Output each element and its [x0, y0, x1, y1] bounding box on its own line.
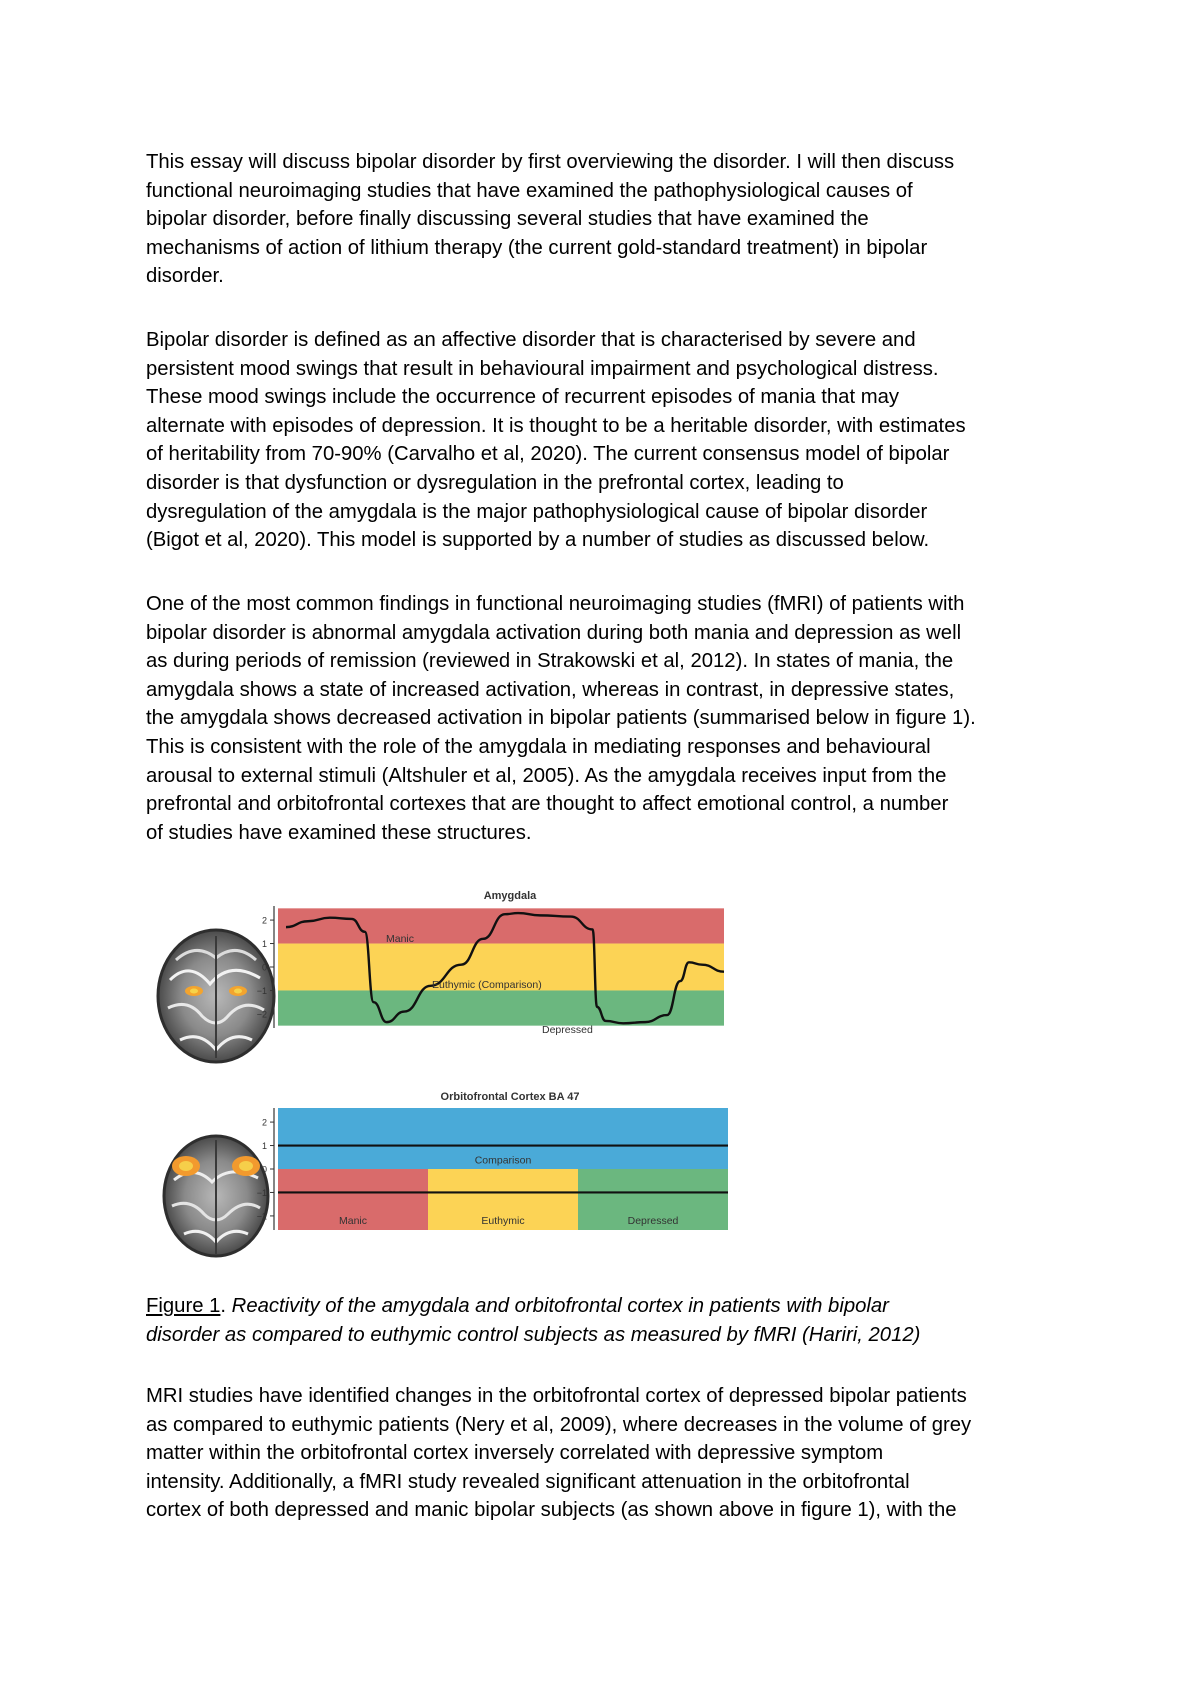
amygdala-chart: [257, 890, 724, 1036]
figure-caption: [146, 1292, 1076, 1349]
ofc-y-tick-label: −1: [256, 1187, 267, 1198]
amygdala-band-2: [278, 990, 724, 1025]
text-line: of heritability from 70-90% (Carvalho et al, 2020). The current consensus model of bipolar: [146, 443, 950, 466]
ofc-y-tick-label: 0: [261, 1164, 267, 1175]
text-line: bipolar disorder, before finally discussing several studies that have examined the: [146, 208, 869, 231]
amygdala-band-label: Manic: [386, 933, 415, 945]
caption-text-line-2: disorder as compared to euthymic control subjects as measured by fMRI (Hariri, 2012): [146, 1323, 921, 1346]
text-line: as compared to euthymic patients (Nery et al, 2009), where decreases in the volume of grey: [146, 1413, 972, 1436]
figure-1-graphic: [150, 880, 810, 1260]
text-line: the amygdala shows decreased activation in bipolar patients (summarised below in figure 1).: [146, 707, 976, 730]
text-line: arousal to external stimuli (Altshuler et al, 2005). As the amygdala receives input from the: [146, 764, 947, 787]
text-line: This is consistent with the role of the amygdala in mediating responses and behavioural: [146, 735, 931, 758]
amygdala-y-tick-label: −1: [256, 985, 267, 996]
amygdala-y-tick-label: 2: [261, 915, 267, 926]
intro-paragraph: [146, 148, 1076, 291]
text-line: intensity. Additionally, a fMRI study revealed significant attenuation in the orbitofrontal: [146, 1470, 910, 1493]
text-line: amygdala shows a state of increased activation, whereas in contrast, in depressive states,: [146, 678, 955, 701]
text-line: Bipolar disorder is defined as an affective disorder that is characterised by severe and: [146, 329, 916, 351]
figure-label-separator: .: [220, 1295, 227, 1317]
text-line: of studies have examined these structures.: [146, 821, 532, 844]
text-line: One of the most common findings in functional neuroimaging studies (fMRI) of patients with: [146, 593, 965, 615]
mri-paragraph: [146, 1382, 1076, 1525]
text-line: functional neuroimaging studies that have examined the pathophysiological causes of: [146, 179, 913, 202]
ofc-category-label: Depressed: [627, 1215, 679, 1227]
amygdala-band-label: Euthymic (Comparison): [432, 979, 542, 991]
amygdala-y-tick-label: 0: [261, 962, 267, 973]
ofc-chart: [257, 1091, 728, 1230]
amygdala-y-tick-label: −2: [256, 1009, 267, 1020]
brain-ofc-image: [164, 1136, 268, 1256]
text-line: disorder is that dysfunction or dysregulation in the prefrontal cortex, leading to: [146, 471, 844, 494]
text-line: matter within the orbitofrontal cortex inversely correlated with depressive symptom: [146, 1442, 884, 1465]
findings-paragraph: [146, 590, 1076, 847]
ofc-y-tick-label: −2: [256, 1211, 267, 1222]
text-line: This essay will discuss bipolar disorder by first overviewing the disorder. I will then discuss: [146, 151, 955, 173]
text-line: These mood swings include the occurrence of recurrent episodes of mania that may: [146, 386, 900, 409]
figure-1: [150, 880, 810, 1260]
text-line: disorder.: [146, 265, 224, 288]
text-line: prefrontal and orbitofrontal cortexes that are thought to affect emotional control, a number: [146, 793, 949, 816]
text-line: cortex of both depressed and manic bipolar subjects (as shown above in figure 1), with the: [146, 1499, 957, 1522]
text-line: (Bigot et al, 2020). This model is supported by a number of studies as discussed below.: [146, 529, 930, 552]
amygdala-chart-title: Amygdala: [483, 890, 537, 902]
ofc-y-tick-label: 1: [261, 1141, 267, 1152]
amygdala-band-0: [278, 908, 724, 943]
text-line: mechanisms of action of lithium therapy (the current gold-standard treatment) in bipolar: [146, 236, 928, 259]
text-line: persistent mood swings that result in behavioural impairment and psychological distress.: [146, 357, 939, 380]
ofc-chart-title: Orbitofrontal Cortex BA 47: [440, 1091, 580, 1103]
brain-amygdala-image: [158, 930, 274, 1062]
definition-paragraph: [146, 326, 1076, 555]
caption-text-line-1: Reactivity of the amygdala and orbitofrontal cortex in patients with bipolar: [226, 1295, 889, 1317]
text-line: alternate with episodes of depression. It is thought to be a heritable disorder, with estimates: [146, 414, 966, 437]
text-line: bipolar disorder is abnormal amygdala activation during both mania and depression as well: [146, 621, 962, 644]
ofc-category-label: Euthymic: [481, 1215, 525, 1227]
ofc-comparison-label: Comparison: [474, 1154, 532, 1167]
figure-label: Figure 1: [146, 1295, 221, 1317]
text-line: as during periods of remission (reviewed in Strakowski et al, 2012). In states of mania, the: [146, 650, 954, 673]
ofc-category-label: Manic: [338, 1215, 368, 1227]
amygdala-y-tick-label: 1: [261, 939, 267, 950]
text-line: MRI studies have identified changes in the orbitofrontal cortex of depressed bipolar patients: [146, 1385, 967, 1407]
amygdala-band-label: Depressed: [542, 1024, 593, 1036]
text-line: dysregulation of the amygdala is the major pathophysiological cause of bipolar disorder: [146, 500, 928, 523]
ofc-y-tick-label: 2: [261, 1117, 267, 1128]
